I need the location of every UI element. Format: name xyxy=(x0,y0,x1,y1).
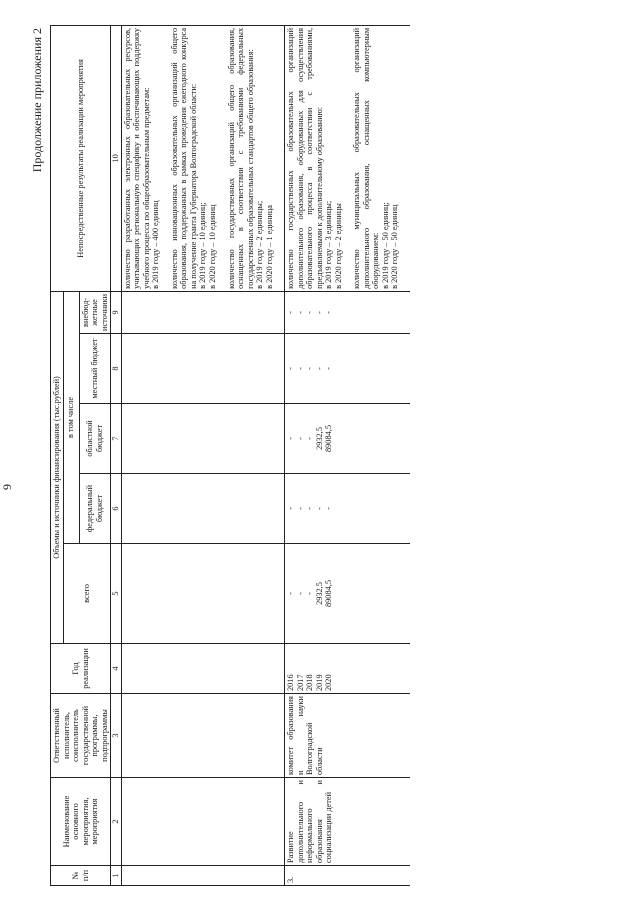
results-cell xyxy=(285,25,410,291)
header-local: местный бюджет xyxy=(79,334,111,404)
amount-value: - xyxy=(324,311,334,314)
col-number: 6 xyxy=(111,474,122,544)
result-text: в 2019 году – 50 единиц; xyxy=(380,202,390,289)
year-value: 2017 xyxy=(295,674,305,691)
header-financing: Объемы и источники финансирования (тыс.рублей) xyxy=(51,291,64,643)
years-cell xyxy=(285,644,410,694)
result-text: количество государственных организаций общего образования, оснащенных в соответствии с требованиями федеральных государственных образовательных стандартов общего образования: xyxy=(226,27,255,289)
amount-value: - xyxy=(295,507,305,510)
amount-value: - xyxy=(305,367,315,370)
activity-name: Развитие дополнительного и неформального образования и социализации детей xyxy=(285,778,410,866)
result-text: в 2019 году – 3 единицы; xyxy=(324,200,334,289)
amount-value: - xyxy=(324,367,334,370)
result-text: в 2019 году – 10 единиц; xyxy=(198,202,208,289)
col-number: 8 xyxy=(111,334,122,404)
amount-value: 89084,5 xyxy=(324,425,334,452)
result-text: количество инновационных образовательных организаций общего образования, поддержанных в рамках проведения ежегодного конкурса на получение гранта Губернатора Волгоградской области: xyxy=(169,27,198,289)
amount-value: - xyxy=(305,592,315,595)
col-number: 1 xyxy=(111,866,122,886)
executor-name: комитет образования и науки Волгоградской области xyxy=(285,694,410,778)
col-number: 3 xyxy=(111,694,122,778)
table-row xyxy=(285,25,410,885)
results-cell-continued xyxy=(121,25,284,291)
result-text: в 2020 году – 1 единица xyxy=(264,205,274,289)
local-cell xyxy=(285,334,410,404)
header-including: в том числе xyxy=(63,291,79,543)
amount-value: - xyxy=(286,437,296,440)
result-text: в 2020 году – 50 единиц xyxy=(390,204,400,289)
col-number: 10 xyxy=(111,25,122,291)
amount-value: - xyxy=(295,367,305,370)
amount-value: - xyxy=(295,311,305,314)
result-text: в 2020 году – 10 единиц xyxy=(207,204,217,289)
amount-value: - xyxy=(305,437,315,440)
rotated-page xyxy=(0,10,630,890)
amount-value: - xyxy=(286,507,296,510)
amount-value: - xyxy=(286,311,296,314)
amount-value: - xyxy=(314,367,324,370)
continuation-label: Продолжение приложения 2 xyxy=(30,28,44,173)
amount-value: - xyxy=(286,367,296,370)
program-table xyxy=(50,25,410,886)
regional-cell xyxy=(285,404,410,474)
federal-cell xyxy=(285,474,410,544)
amount-value: - xyxy=(295,437,305,440)
header-year: Год реализации xyxy=(51,644,111,694)
col-number: 5 xyxy=(111,544,122,644)
result-text: в 2020 году – 2 единицы xyxy=(333,203,343,289)
row-number: 3. xyxy=(285,866,410,886)
extra-cell xyxy=(285,291,410,333)
amount-value: - xyxy=(314,507,324,510)
amount-value: 2932,5 xyxy=(314,427,324,450)
header-extra: внебюд-жетные источники xyxy=(79,291,111,333)
page-number: 9 xyxy=(0,484,14,490)
header-executor: Ответственный исполнитель, соисполнитель государственной программы, подпрограммы xyxy=(51,694,111,778)
result-text: количество муниципальных образовательных организаций дополнительного образования, оснащенных компьютерным оборудованием: xyxy=(352,27,381,289)
header-num: № п/п xyxy=(51,866,111,886)
year-value: 2016 xyxy=(286,674,296,691)
amount-value: - xyxy=(295,592,305,595)
col-number: 9 xyxy=(111,291,122,333)
col-number: 2 xyxy=(111,778,122,866)
table-row-continued xyxy=(121,25,284,885)
result-text: в 2019 году – 2 единицы; xyxy=(255,200,265,289)
year-value: 2019 xyxy=(314,674,324,691)
total-cell xyxy=(285,544,410,644)
amount-value: 2932,5 xyxy=(314,582,324,605)
result-text: количество разработанных электронных образовательных ресурсов, учитывающих региональную специфику и обеспечивающих поддержку учебного процесса по общеобразовательным предметам: xyxy=(122,27,151,289)
amount-value: - xyxy=(314,311,324,314)
year-value: 2020 xyxy=(324,674,334,691)
header-results: Непосредственные результаты реализации мероприятия xyxy=(51,25,111,291)
amount-value: - xyxy=(305,311,315,314)
amount-value: 89084,5 xyxy=(324,580,334,607)
col-number: 7 xyxy=(111,404,122,474)
result-text: количество государственных образовательных организаций дополнительного образования, оборудованных для осуществления образовательного процесса в соответствии с требованиями, предъявляемыми к дополнительному образованию: xyxy=(286,27,324,289)
header-regional: областной бюджет xyxy=(79,404,111,474)
header-activity: Наименование основного мероприятия, мероприятия xyxy=(51,778,111,866)
col-number: 4 xyxy=(111,644,122,694)
amount-value: - xyxy=(305,507,315,510)
header-total: всего xyxy=(63,544,111,644)
header-federal: федеральный бюджет xyxy=(79,474,111,544)
amount-value: - xyxy=(324,507,334,510)
year-value: 2018 xyxy=(305,674,315,691)
amount-value: - xyxy=(286,592,296,595)
result-text: в 2019 году – 400 единиц xyxy=(151,200,161,289)
